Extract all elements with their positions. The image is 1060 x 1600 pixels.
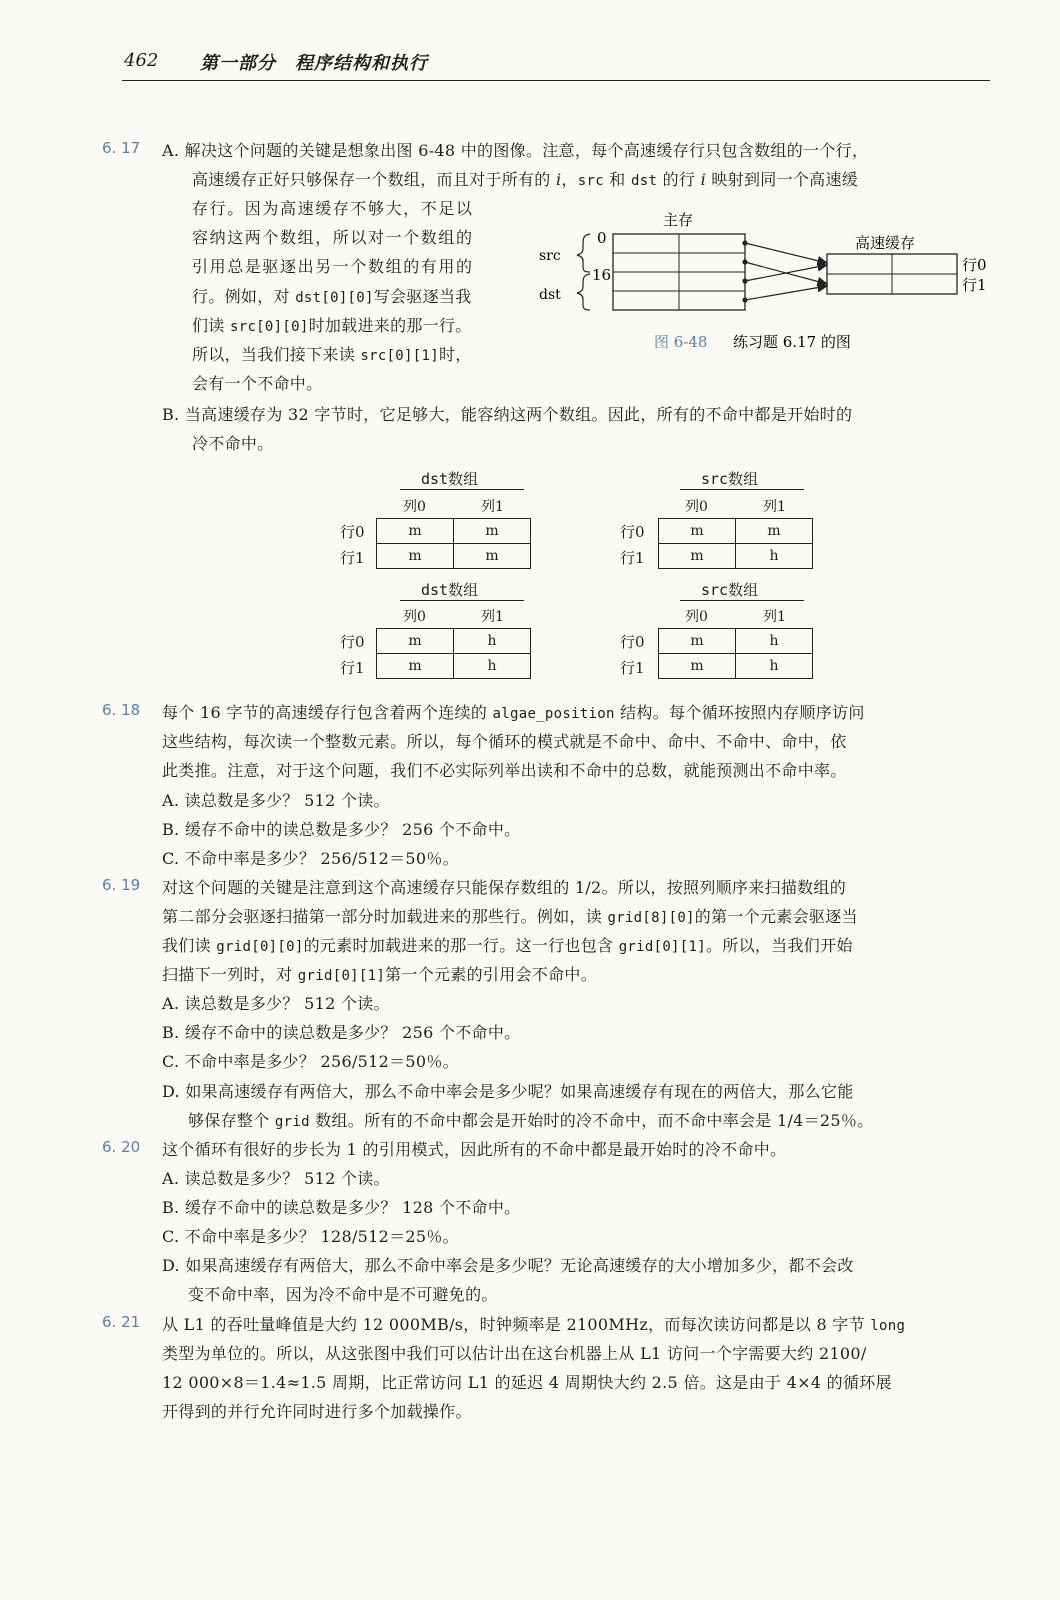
col-header: 列1 xyxy=(481,609,504,625)
table-title: src数组 xyxy=(701,470,759,488)
table-cell: m xyxy=(377,629,454,654)
cache-label: 高速缓存 xyxy=(855,234,916,252)
col-header: 列0 xyxy=(403,609,426,625)
table-cell: h xyxy=(454,629,531,654)
row-header: 行1 xyxy=(340,549,365,567)
col-header: 列1 xyxy=(763,609,786,625)
s617-a-line3: 存行。因为高速缓存不够大，不足以 xyxy=(192,199,474,218)
dst-brace xyxy=(577,274,590,310)
main-memory-label: 主存 xyxy=(663,211,694,229)
s619-d-line2: 够保存整个 grid 数组。所有的不命中都会是开始时的冷不命中，而不命中率会是 1/4＝25％。 xyxy=(188,1111,874,1130)
s621-line2: 类型为单位的。所以，从这张图中我们可以估计出在这台机器上从 L1 访问一个字需要大约 2100/ xyxy=(162,1344,867,1363)
s619-line3: 我们读 grid[0][0]的元素时加载进来的那一行。这一行也包含 grid[0][1]。所以，当我们开始 xyxy=(162,936,853,955)
src-brace xyxy=(577,234,590,272)
s618-line3: 此类推。注意，对于这个问题，我们不必实际列举出读和不命中的总数，就能预测出不命中率。 xyxy=(162,761,847,780)
cache-row0-label: 行0 xyxy=(962,256,987,274)
table-cell: h xyxy=(736,629,813,654)
section-number-6-19: 6. 19 xyxy=(102,876,141,894)
s620-line1: 这个循环有很好的步长为 1 的引用模式，因此所有的不命中都是最开始时的冷不命中。 xyxy=(162,1140,787,1159)
s619-line2: 第二部分会驱逐扫描第一部分时加载进来的那些行。例如，读 grid[8][0]的第一个元素会驱逐当 xyxy=(162,907,858,926)
s621-line3: 12 000×8＝1.4≈1.5 周期，比正常访问 L1 的延迟 4 周期快大约 2.5 倍。这是由于 4×4 的循环展 xyxy=(162,1373,892,1392)
col-header: 列0 xyxy=(403,499,426,515)
table-cell: m xyxy=(377,654,454,679)
row-header: 行0 xyxy=(620,523,645,541)
s619-d-line1: D. 如果高速缓存有两倍大，那么不命中率会是多少呢？如果高速缓存有现在的两倍大，那么它能 xyxy=(162,1082,854,1101)
s617-a-line2: 高速缓存正好只够保存一个数组，而且对于所有的 i，src 和 dst 的行 i 映射到同一个高速缓 xyxy=(192,170,859,189)
mapping-arrows xyxy=(743,241,827,302)
row-header: 行0 xyxy=(340,633,365,651)
s617-a-line1: A. 解决这个问题的关键是想象出图 6-48 中的图像。注意，每个高速缓存行只包含数组的一个行， xyxy=(162,141,869,160)
s617-b-line1: B. 当高速缓存为 32 字节时，它足够大，能容纳这两个数组。因此，所有的不命中都是开始时的 xyxy=(162,405,853,424)
s618-b: B. 缓存不命中的读总数是多少？ 256 个不命中。 xyxy=(162,820,521,839)
s620-c: C. 不命中率是多少？ 128/512＝25％。 xyxy=(162,1227,459,1246)
s620-d-line2: 变不命中率，因为冷不命中是不可避免的。 xyxy=(188,1285,498,1304)
figure-caption-text: 练习题 6.17 的图 xyxy=(733,333,851,351)
row-header: 行0 xyxy=(340,523,365,541)
table-cell: m xyxy=(454,544,531,569)
s620-b: B. 缓存不命中的读总数是多少？ 128 个不命中。 xyxy=(162,1198,521,1217)
row-header: 行0 xyxy=(620,633,645,651)
table-cell: m xyxy=(377,519,454,544)
cache-row1-label: 行1 xyxy=(962,276,987,294)
src-label: src xyxy=(539,248,561,264)
table-title: dst数组 xyxy=(421,581,479,599)
s620-d-line1: D. 如果高速缓存有两倍大，那么不命中率会是多少呢？无论高速缓存的大小增加多少，都不会改 xyxy=(162,1256,854,1275)
table-cell: m xyxy=(659,654,736,679)
figure-6-48 xyxy=(535,205,995,365)
table-cell: h xyxy=(736,544,813,569)
s619-line4: 扫描下一列时，对 grid[0][1]第一个元素的引用会不命中。 xyxy=(162,965,597,984)
table-grid xyxy=(376,518,531,569)
table-cell: m xyxy=(454,519,531,544)
table-title: dst数组 xyxy=(421,470,479,488)
page-number: 462 xyxy=(124,50,159,71)
page-header xyxy=(122,48,990,81)
dst-label: dst xyxy=(539,287,561,303)
s618-line1: 每个 16 字节的高速缓存行包含着两个连续的 algae_position 结构。每个循环按照内存顺序访问 xyxy=(162,703,865,722)
s617-a-line6: 行。例如，对 dst[0][0]写会驱逐当我 xyxy=(192,287,472,306)
section-number-6-17: 6. 17 xyxy=(102,139,141,157)
s617-a-line4: 容纳这两个数组，所以对一个数组的 xyxy=(192,228,474,247)
s621-line1: 从 L1 的吞吐量峰值是大约 12 000MB/s，时钟频率是 2100MHz，而每次读访问都是以 8 字节 long xyxy=(162,1315,906,1334)
table-grid xyxy=(658,518,813,569)
s618-a: A. 读总数是多少？ 512 个读。 xyxy=(162,791,390,810)
s619-a: A. 读总数是多少？ 512 个读。 xyxy=(162,994,390,1013)
table-cell: m xyxy=(659,629,736,654)
s619-c: C. 不命中率是多少？ 256/512＝50％。 xyxy=(162,1052,459,1071)
table-cell: m xyxy=(377,544,454,569)
section-number-6-21: 6. 21 xyxy=(102,1313,141,1331)
s617-a-line8: 所以，当我们接下来读 src[0][1]时， xyxy=(192,345,472,364)
row-header: 行1 xyxy=(620,549,645,567)
figure-caption-number: 图 6-48 xyxy=(654,333,708,351)
row-header: 行1 xyxy=(620,659,645,677)
s619-line1: 对这个问题的关键是注意到这个高速缓存只能保存数组的 1/2。所以，按照列顺序来扫描数组的 xyxy=(162,878,847,897)
col-header: 列0 xyxy=(685,609,708,625)
table-grid xyxy=(658,628,813,679)
col-header: 列1 xyxy=(763,499,786,515)
s617-b-line2: 冷不命中。 xyxy=(192,434,274,453)
s620-a: A. 读总数是多少？ 512 个读。 xyxy=(162,1169,390,1188)
s617-a-line7: 们读 src[0][0]时加载进来的那一行。 xyxy=(192,316,472,335)
s619-b: B. 缓存不命中的读总数是多少？ 256 个不命中。 xyxy=(162,1023,521,1042)
s621-line4: 开得到的并行允许同时进行多个加载操作。 xyxy=(162,1402,472,1421)
address-16: 16 xyxy=(592,266,612,284)
s618-line2: 这些结构，每次读一个整数元素。所以，每个循环的模式就是不命中、命中、不命中、命中，依 xyxy=(162,732,847,751)
s617-a-line5: 引用总是驱逐出另一个数组的有用的 xyxy=(192,257,474,276)
s618-c: C. 不命中率是多少？ 256/512＝50％。 xyxy=(162,849,459,868)
table-cell: h xyxy=(736,654,813,679)
table-cell: h xyxy=(454,654,531,679)
running-title: 第一部分 程序结构和执行 xyxy=(200,53,428,74)
s617-a-line9: 会有一个不命中。 xyxy=(192,374,323,393)
table-cell: m xyxy=(736,519,813,544)
section-number-6-18: 6. 18 xyxy=(102,701,141,719)
address-0: 0 xyxy=(597,229,607,247)
table-cell: m xyxy=(659,519,736,544)
table-cell: m xyxy=(659,544,736,569)
table-title: src数组 xyxy=(701,581,759,599)
col-header: 列1 xyxy=(481,499,504,515)
table-grid xyxy=(376,628,531,679)
row-header: 行1 xyxy=(340,659,365,677)
section-number-6-20: 6. 20 xyxy=(102,1138,141,1156)
col-header: 列0 xyxy=(685,499,708,515)
